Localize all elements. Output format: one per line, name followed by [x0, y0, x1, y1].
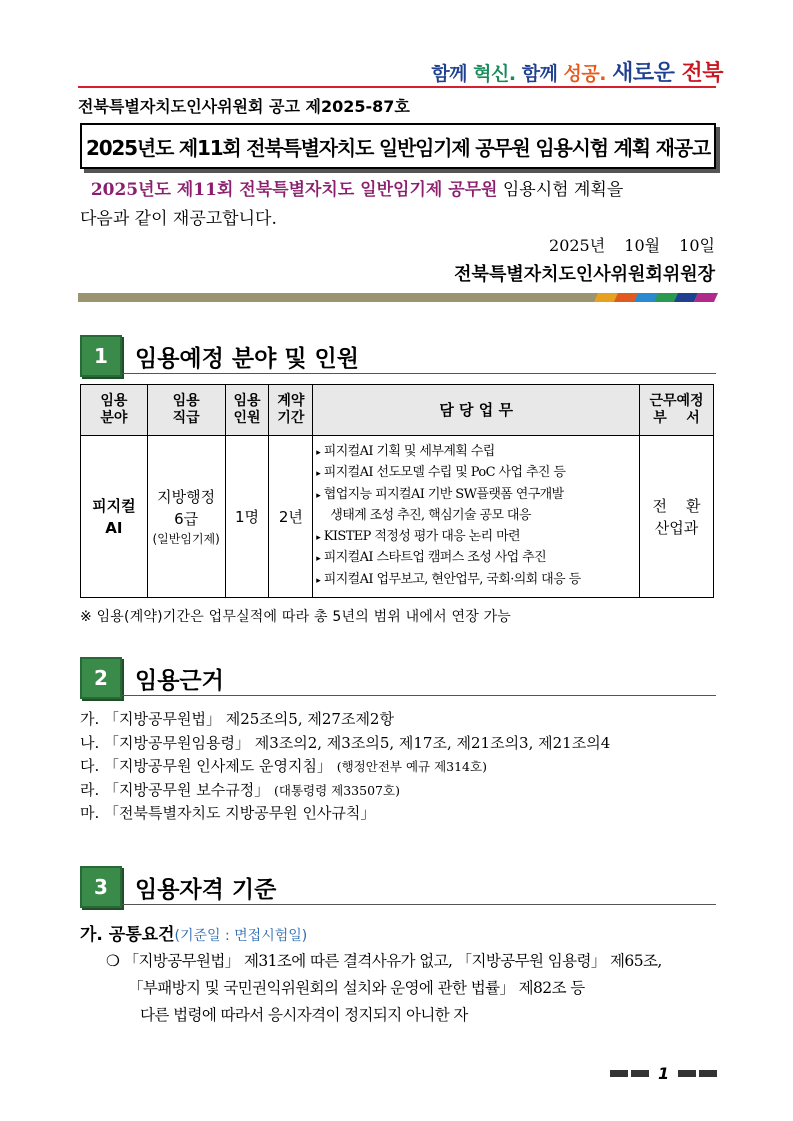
extension-note: ※ 임용(계약)기간은 업무실적에 따라 총 5년의 범위 내에서 연장 가능	[80, 609, 512, 625]
duty-item: ▸ 피지컬AI 기획 및 세부계획 수립	[316, 443, 495, 459]
intro-paragraph	[80, 176, 716, 234]
slogan-part: 함께	[431, 63, 474, 85]
table-header-row	[81, 385, 714, 436]
slogan	[431, 56, 723, 87]
section-underline	[122, 904, 716, 905]
slogan-part: 전북	[681, 61, 723, 86]
slogan-part: 새로운	[612, 61, 682, 86]
section-number: 3	[80, 866, 122, 908]
section-number: 2	[80, 657, 122, 699]
list-item: 라. 「지방공무원 보수규정」 (대통령령 제33507호)	[80, 780, 400, 799]
count-cell: 1명	[225, 436, 269, 598]
recruitment-table	[80, 384, 714, 598]
header-cell: 임용 직급	[147, 385, 225, 436]
section-title: 임용자격 기준	[135, 877, 277, 903]
rank-cell	[147, 436, 225, 598]
legal-basis-list	[80, 708, 610, 826]
duties-cell	[313, 436, 640, 598]
duty-item: ▸ 피지컬AI 선도모델 수립 및 PoC 사업 추진 등	[316, 465, 566, 481]
subsection-note: (기준일 : 면접시험일)	[174, 928, 308, 944]
duty-item: ▸ 피지컬AI 업무보고, 현안업무, 국회·의회 대응 등	[316, 571, 581, 587]
section-title: 임용예정 분야 및 인원	[135, 346, 359, 372]
qualification-conditions	[106, 948, 718, 1029]
slogan-part: 혁신.	[473, 63, 522, 85]
rank-text: 지방행정 6급	[157, 488, 216, 528]
list-item: 나. 「지방공무원임용령」 제3조의2, 제3조의5, 제17조, 제21조의3, 제21조의4	[80, 733, 611, 752]
list-item: 다. 「지방공무원 인사제도 운영지침」 (행정안전부 예규 제314호)	[80, 757, 487, 776]
slogan-part: 성공.	[563, 63, 613, 85]
header-cell: 임용 인원	[225, 385, 269, 436]
period-cell: 2년	[269, 436, 313, 598]
page-title-text: 2025년도 제11회 전북특별자치도 일반임기제 공무원 임용시험 계획 재공고	[86, 135, 710, 160]
slogan-part: 함께	[521, 63, 564, 85]
intro-text: 임용시험 계획을	[497, 180, 624, 200]
section-title: 임용근거	[135, 668, 224, 694]
condition-line: 「부패방지 및 국민권익위원회의 설치와 운영에 관한 법률」 제82조 등	[128, 979, 585, 997]
section-underline	[122, 695, 716, 696]
header-cell: 계약 기간	[269, 385, 313, 436]
intro-highlight: 2025년도 제11회 전북특별자치도 일반임기제 공무원	[90, 180, 498, 200]
header-cell: 담 당 업 무	[313, 385, 640, 436]
duty-item: ▸ 피지컬AI 스타트업 캠퍼스 조성 사업 추진	[316, 550, 547, 566]
subsection-title: 가. 공통요건	[80, 925, 175, 945]
notice-number: 전북특별자치도인사위원회 공고 제2025-87호	[78, 97, 410, 116]
section-number: 1	[80, 335, 122, 377]
duty-item: 생태계 조성 추진, 핵심기술 공모 대응	[330, 508, 531, 524]
dept-cell: 전 환 산업과	[640, 436, 714, 598]
subsection-heading	[80, 920, 307, 945]
header-red-line	[78, 86, 716, 88]
header-cell: 근무예정 부 서	[640, 385, 714, 436]
list-item: 가. 「지방공무원법」 제25조의5, 제27조제2항	[80, 710, 394, 728]
condition-line: 다른 법령에 따라서 응시자격이 정지되지 아니한 자	[140, 1006, 468, 1024]
header-cell: 임용 분야	[81, 385, 148, 436]
field-cell: 피지컬 AI	[81, 436, 148, 598]
list-item: 마. 「전북특별자치도 지방공무원 인사규칙」	[80, 804, 376, 823]
page-number-text: 1	[658, 1064, 670, 1083]
page-number	[610, 1064, 717, 1083]
notice-date: 2025년 10월 10일	[549, 236, 715, 255]
signer: 전북특별자치도인사위원회위원장	[454, 264, 715, 285]
color-stripes	[590, 293, 718, 302]
rank-note: (일반임기제)	[152, 532, 220, 546]
intro-text-line2: 다음과 같이 재공고합니다.	[80, 209, 277, 229]
section-underline	[122, 373, 716, 374]
duty-item: ▸ 협업지능 피지컬AI 기반 SW플랫폼 연구개발	[316, 486, 564, 502]
table-row	[81, 436, 714, 598]
page-title	[80, 123, 716, 169]
duty-item: ▸ KISTEP 적정성 평가 대응 논리 마련	[316, 528, 521, 544]
condition-line: ❍ 「지방공무원법」 제31조에 따른 결격사유가 없고, 「지방공무원 임용령」 제65조,	[106, 952, 662, 970]
